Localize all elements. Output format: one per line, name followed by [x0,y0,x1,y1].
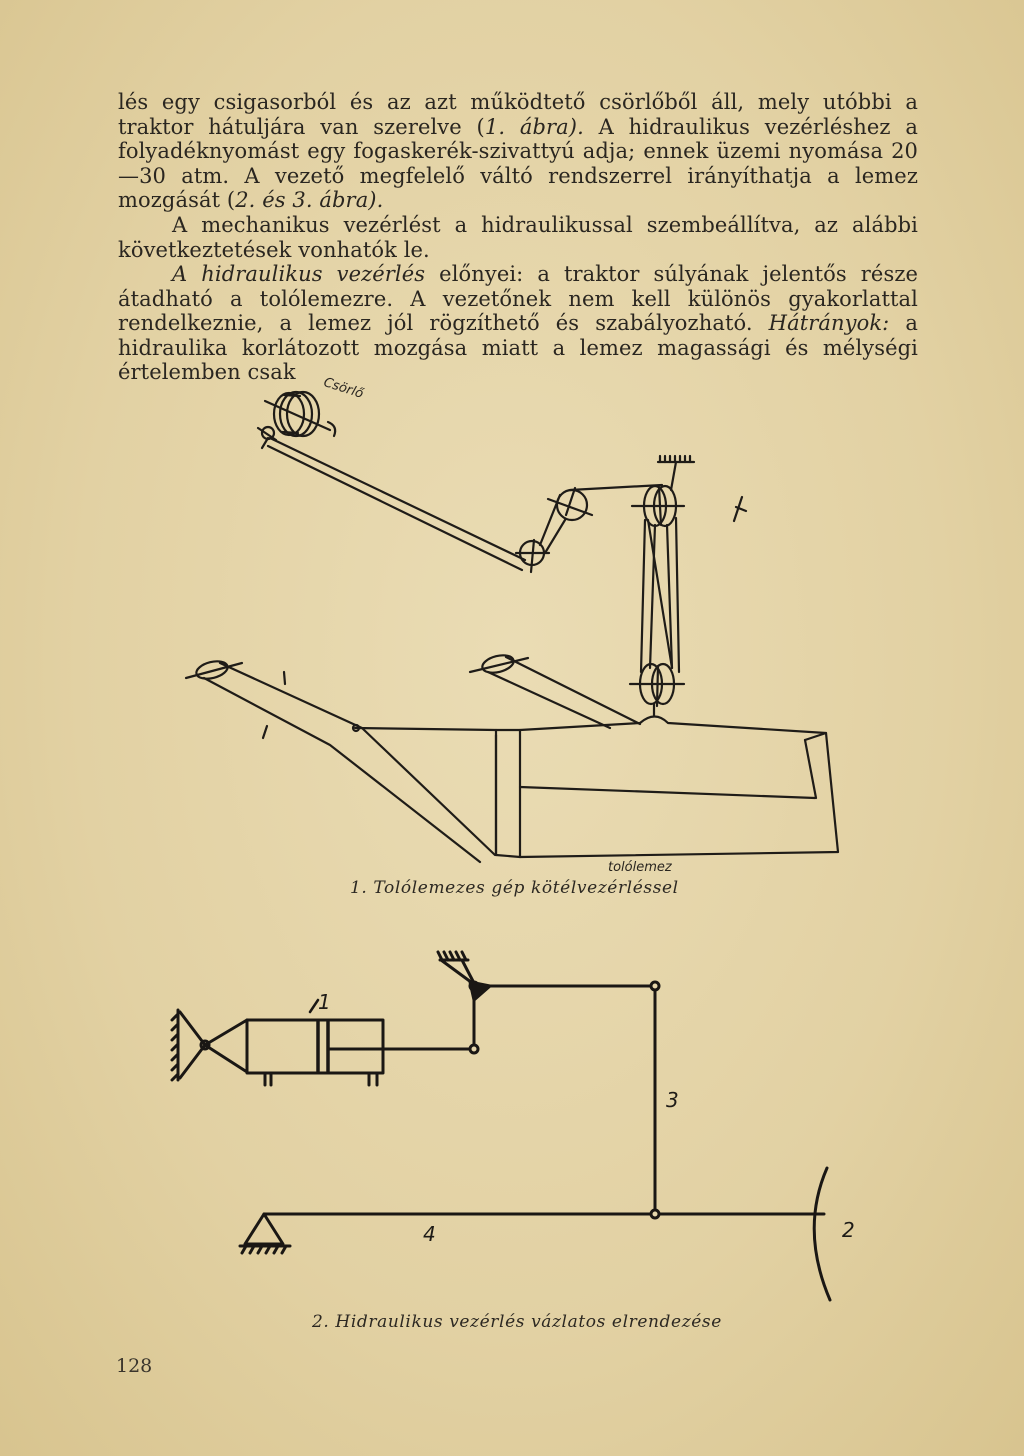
figure-2-caption: 2. Hidraulikus vezérlés vázlatos elrendezése [312,1312,722,1332]
label-3: 3 [666,1088,679,1112]
label-blade: tolólemez [608,860,672,875]
figure-ref-1: 1. ábra). [484,114,584,139]
paragraph-3-lead: A hidraulikus vezérlés [172,262,426,286]
cylinder-anchor [172,1010,209,1080]
ground-support [240,1214,290,1253]
figure-1-caption: 1. Tolólemezes gép kötélvezérléssel [350,878,679,898]
paragraph-3-lead-2: Hátrányok: [768,311,890,336]
label-1: 1 [318,990,331,1014]
figure-ref-2: 2. és 3. ábra). [235,188,384,213]
paragraph-3-text-a: előnyei: a traktor súlyának jelentős része átadható a tolólemezre. A vezetőnek nem kell különös gyakorlattal rendelkeznie, a lemez jól rögzíthető és szabályozható. [118,262,919,336]
blade-arc [814,1168,830,1300]
paragraph-1-text-b: A hidraulikus vezérléshez a folyadéknyomást egy fogaskerék-szivattyú adja; ennek üzemi nyomása 20—30 atm. A vezető megfelelő váltó rendszerrel irányíthatja a lemez mozgását ( [118,114,918,213]
paragraph-3-text-b: a hidraulika korlátozott mozgása miatt a lemez magassági és mélységi értelemben csak [118,311,918,385]
label-2: 2 [842,1218,855,1242]
paragraph-2-text: A mechanikus vezérlést a hidraulikussal szembeállítva, az alábbi következtetések vonhatók le. [118,213,918,262]
page-number: 128 [116,1355,153,1377]
label-4: 4 [423,1222,436,1246]
paragraph-1-text-a: lés egy csigasorból és az azt működtető csörlőből áll, mely utóbbi a traktor hátuljára van szerelve ( [118,90,918,139]
leader-1 [310,1000,318,1012]
label-winch: Csörlő [321,375,366,402]
hydraulic-cylinder [205,1020,474,1085]
lever-pivot [438,952,655,1053]
